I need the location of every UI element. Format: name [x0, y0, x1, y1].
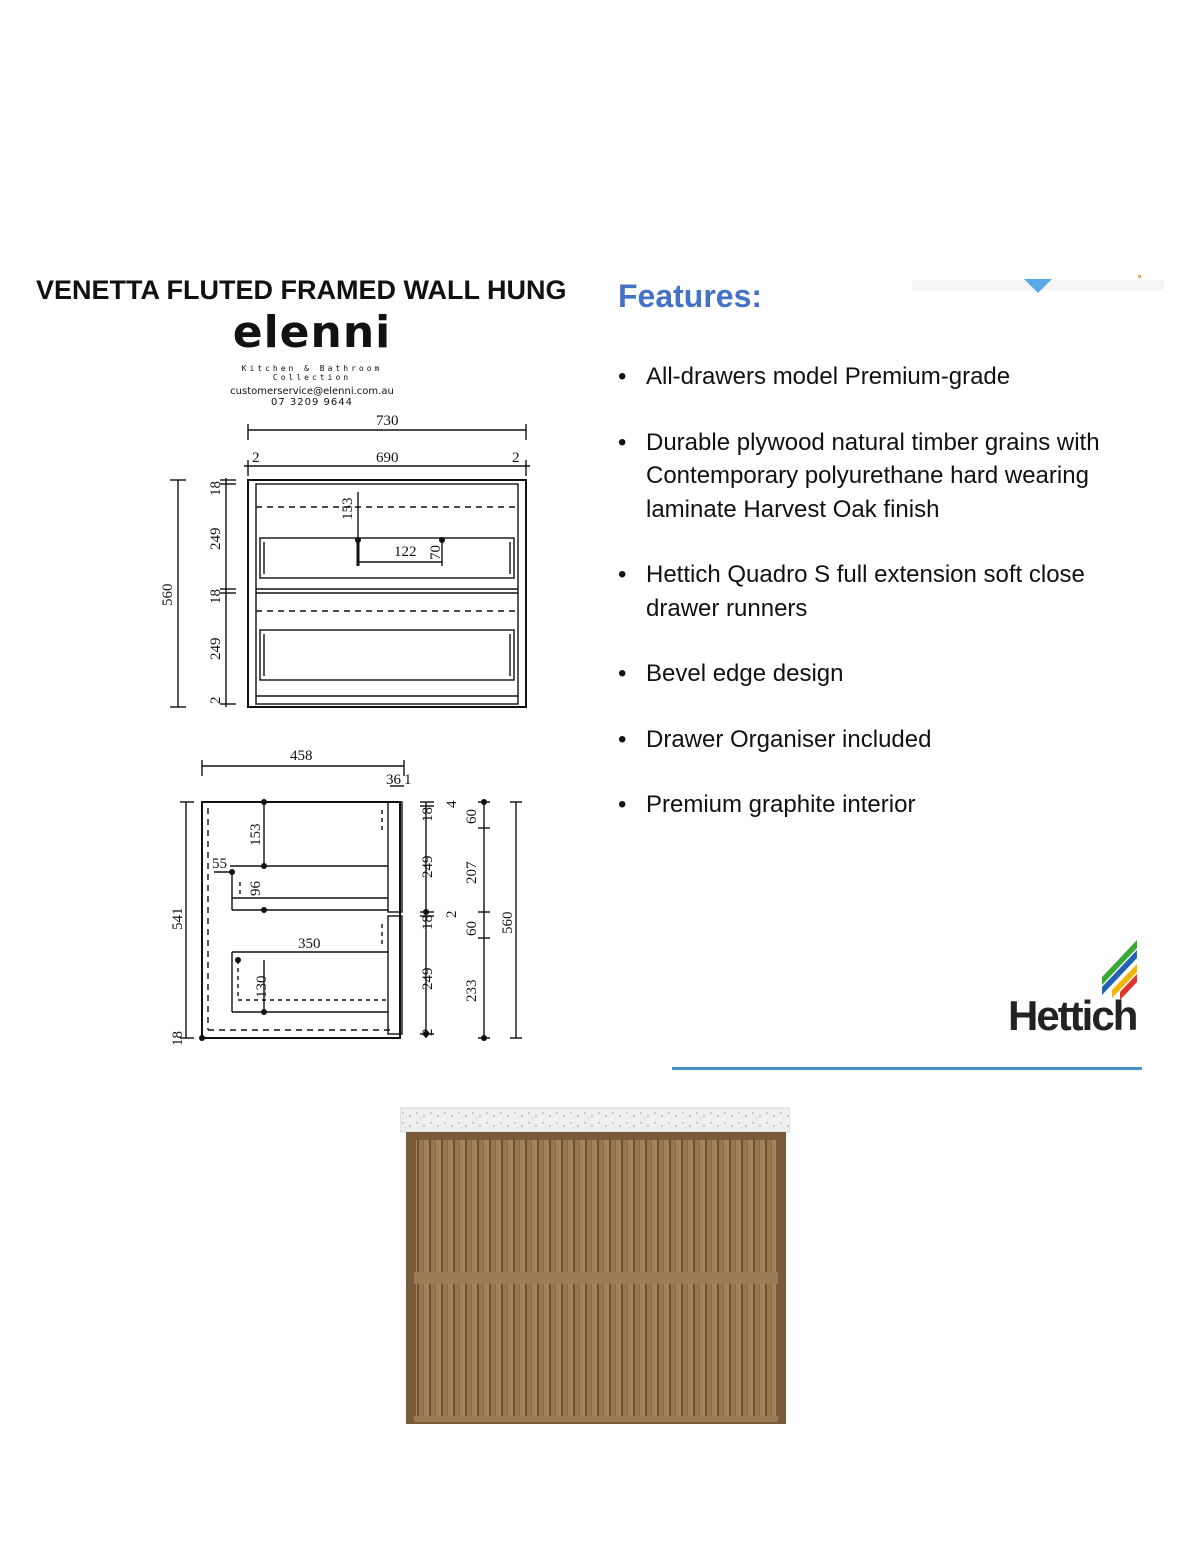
dim-label: 36: [386, 772, 401, 788]
dim-label: 350: [298, 936, 321, 952]
dim-label: 153: [248, 823, 264, 846]
dim-label: 18: [420, 807, 436, 822]
dim-label: 130: [254, 975, 270, 998]
feature-item: • All-drawers model Premium-grade: [618, 360, 1138, 394]
dim-label: 560: [160, 583, 176, 606]
feature-item: • Premium graphite interior: [618, 788, 1138, 822]
dim-label: 458: [290, 748, 313, 764]
dim-label: 70: [428, 545, 444, 560]
dim-label: 2: [444, 910, 460, 918]
feature-item: • Hettich Quadro S full extension soft close drawer runners: [618, 558, 1138, 625]
feature-item: • Bevel edge design: [618, 657, 1138, 691]
dim-label: 4: [444, 800, 460, 808]
contact-phone: 07 3209 9644: [271, 397, 353, 408]
dim-label: 560: [500, 911, 516, 934]
hettich-logo: [1002, 940, 1162, 1050]
dim-label: 233: [464, 979, 480, 1002]
dim-label: 18: [170, 1031, 186, 1046]
contact-email: customerservice@elenni.com.au: [230, 386, 394, 397]
features-list: [618, 360, 1138, 854]
dim-label: 2: [512, 450, 520, 466]
product-title: VENETTA FLUTED FRAMED WALL HUNG: [36, 275, 567, 305]
dim-label: 2: [252, 450, 260, 466]
dim-label: 55: [212, 856, 227, 872]
dim-label: 18: [208, 481, 224, 496]
dim-label: 18: [208, 589, 224, 604]
logo-tagline: Kitchen & Bathroom Collection: [241, 364, 383, 382]
dim-label: 249: [420, 967, 436, 990]
dim-label: 2: [208, 696, 224, 704]
logo-wordmark: elenni: [232, 307, 392, 358]
features-heading: Features:: [618, 278, 763, 314]
dim-label: 541: [170, 907, 186, 930]
dim-label: 1: [404, 772, 412, 788]
hettich-stripes-icon: [1002, 940, 1162, 1000]
dim-label: 249: [420, 855, 436, 878]
feature-item: • Drawer Organiser included: [618, 723, 1138, 757]
product-photo: [400, 1100, 790, 1430]
dot-icon: [1138, 275, 1141, 278]
dim-label: 122: [394, 544, 417, 560]
dim-label: 207: [464, 861, 480, 884]
dim-label: 249: [208, 527, 224, 550]
dim-label: 96: [248, 881, 264, 896]
feature-item: • Durable plywood natural timber grains with Contemporary polyurethane hard wearing laminate Harvest Oak finish: [618, 426, 1138, 527]
divider-line: [672, 1067, 1142, 1070]
dim-label: 153: [340, 497, 356, 520]
dim-label: 60: [464, 921, 480, 936]
triangle-icon: [1024, 279, 1052, 293]
dim-label: 2: [420, 1028, 436, 1036]
hettich-wordmark: Hettich: [1008, 992, 1137, 1039]
dim-label: 60: [464, 809, 480, 824]
dim-label: 249: [208, 637, 224, 660]
dim-label: 730: [376, 413, 399, 429]
dim-label: 690: [376, 450, 399, 466]
technical-drawings: [0, 0, 600, 1060]
dim-label: 18: [420, 915, 436, 930]
